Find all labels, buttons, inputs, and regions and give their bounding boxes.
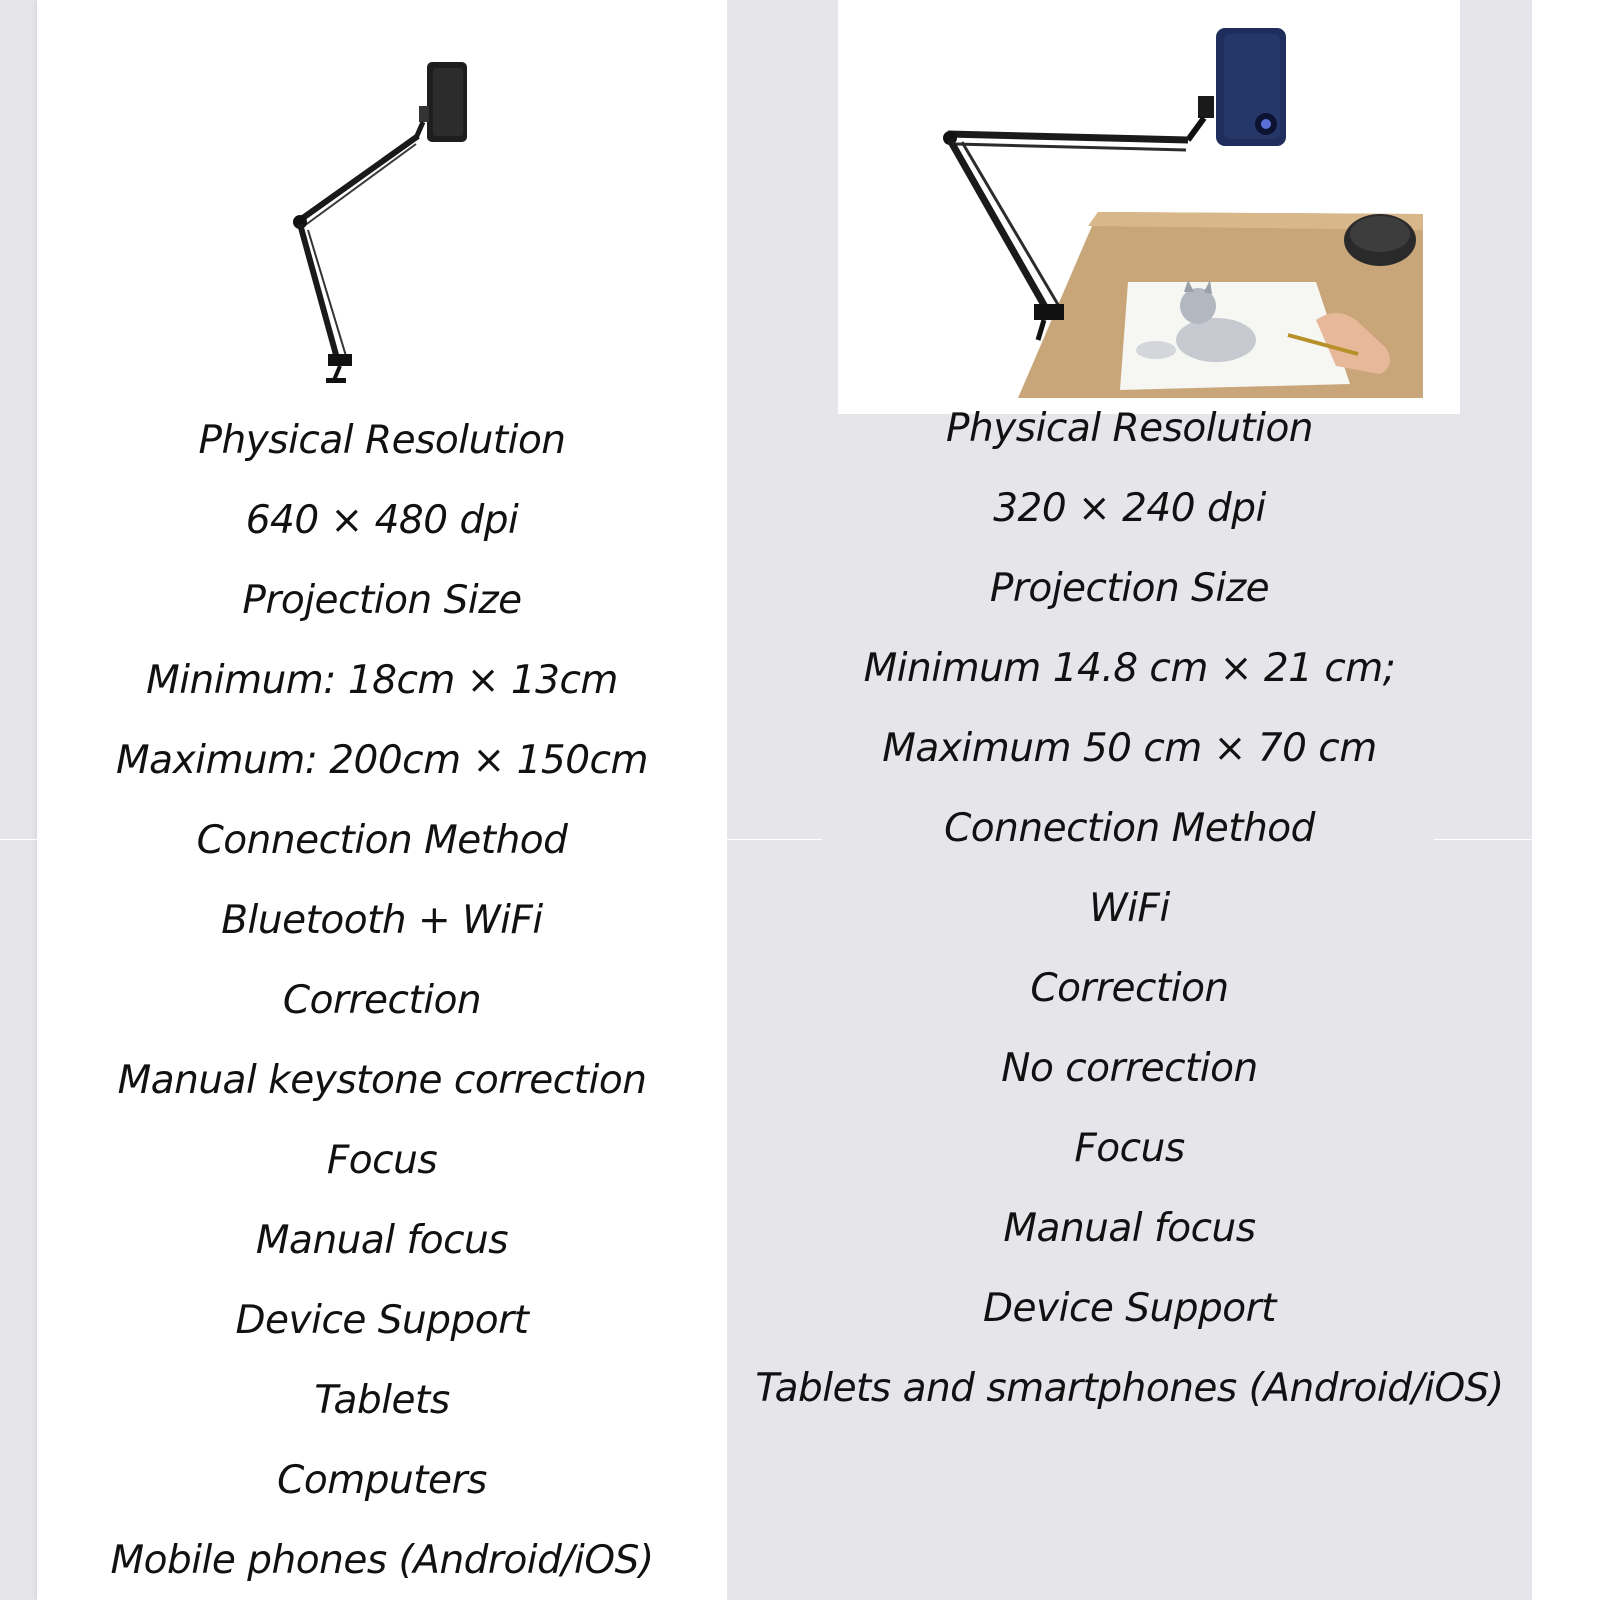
projector-desk-photo-right [838, 0, 1460, 414]
spec-heading: Correction [282, 978, 482, 1023]
projector-arm-photo-left [200, 40, 500, 390]
spec-heading: Focus [326, 1138, 438, 1183]
right-edge-strip [1532, 0, 1600, 1600]
spec-heading: Physical Resolution [945, 406, 1314, 451]
spec-value: Minimum: 18cm × 13cm [146, 658, 618, 703]
spec-value: 640 × 480 dpi [245, 498, 519, 543]
spec-heading: Projection Size [989, 566, 1270, 611]
spec-value: 320 × 240 dpi [993, 486, 1266, 531]
spec-heading: Connection Method [196, 818, 568, 863]
upper-arm [300, 136, 418, 220]
seam-divider [0, 839, 37, 840]
spec-value: Manual focus [255, 1218, 509, 1263]
cat-sketch [1176, 318, 1256, 362]
spec-value: Computers [277, 1458, 487, 1503]
spec-value: Manual keystone correction [117, 1058, 647, 1103]
spec-heading: Correction [1030, 966, 1229, 1011]
spec-value: Tablets [314, 1378, 450, 1423]
spec-heading: Projection Size [242, 578, 522, 623]
spec-heading: Device Support [235, 1298, 529, 1343]
spec-value: Maximum 50 cm × 70 cm [882, 726, 1377, 771]
spec-heading: Focus [1074, 1126, 1185, 1171]
spec-heading: Connection Method [944, 806, 1315, 851]
spec-value: Tablets and smartphones (Android/iOS) [755, 1366, 1504, 1411]
spec-value: Manual focus [1003, 1206, 1256, 1251]
spec-heading: Physical Resolution [198, 418, 566, 463]
spec-value: Mobile phones (Android/iOS) [110, 1538, 654, 1583]
spec-value: WiFi [1089, 886, 1170, 931]
spec-value: No correction [1001, 1046, 1258, 1091]
desk-clamp [326, 378, 346, 383]
desk-clamp [1034, 304, 1064, 320]
spec-value: Minimum 14.8 cm × 21 cm; [863, 646, 1396, 691]
lower-arm [300, 224, 338, 362]
spec-value: Bluetooth + WiFi [221, 898, 543, 943]
spec-heading: Device Support [983, 1286, 1276, 1331]
spec-value: Maximum: 200cm × 150cm [116, 738, 648, 783]
